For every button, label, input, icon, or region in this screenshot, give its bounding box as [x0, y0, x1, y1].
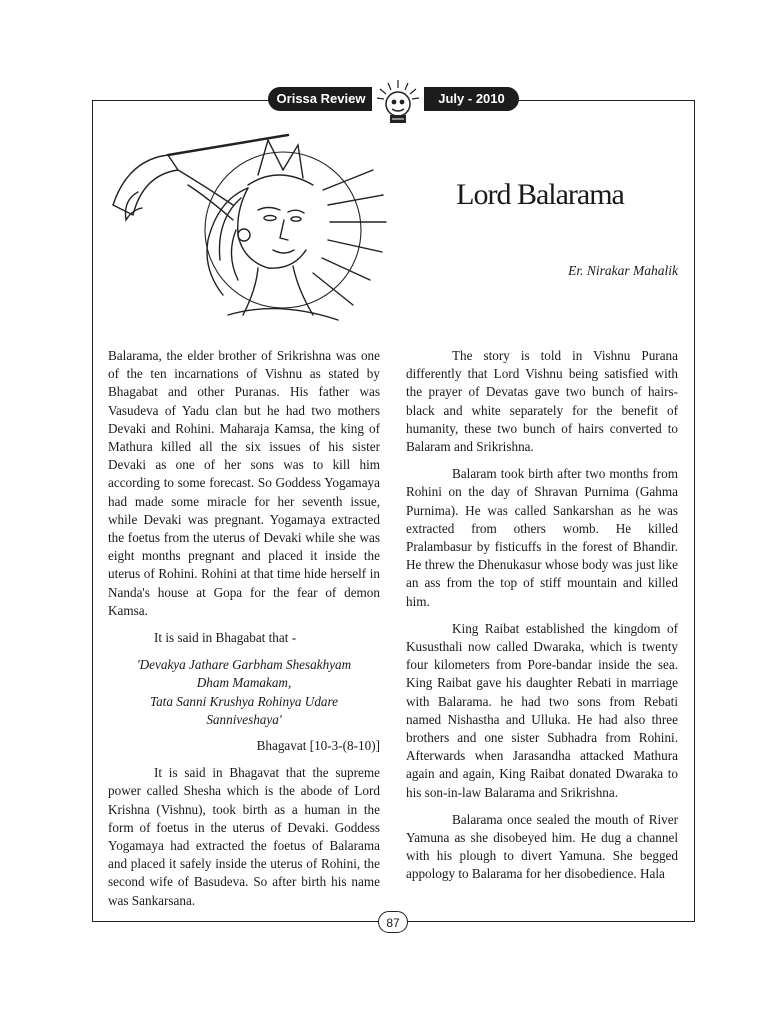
right-paragraph-4: Balarama once sealed the mouth of River Yamuna as she disobeyed him. He dug a channel with his plough to divert Yamuna. She begged appology to Balarama for her disobedience. Hala	[406, 811, 678, 882]
sanskrit-verse	[108, 656, 380, 729]
right-column	[406, 347, 678, 893]
article-title: Lord Balarama	[456, 178, 624, 211]
left-paragraph-2: It is said in Bhagabat that -	[154, 630, 297, 646]
page-number: 87	[378, 911, 408, 933]
balarama-illustration	[108, 130, 390, 325]
verse-line: Dham Mamakam,	[196, 675, 292, 691]
left-paragraph-3: It is said in Bhagavat that the supreme power called Shesha which is the abode of Lord Krishna (Vishnu), took birth as a human in the form of foetus in the uterus of Devaki. Goddess Yogamaya had extracted the foetus of Balarama and placed it safely inside the uterus of Rohini, the second wife of Basudeva. So after birth his name was Sankarsana.	[108, 765, 380, 908]
right-paragraph-1: The story is told in Vishnu Purana differently that Lord Vishnu being satisfied with the prayer of Devatas gave two bunch of hairs-black and white separately for the benefit of humanity, these two bunch of hairs converted to Balaram and Srikrishna.	[406, 348, 678, 455]
right-paragraph-2: Balaram took birth after two months from Rohini on the day of Shravan Purnima (Gahma Purnima). He was called Sankarshan as he was extracted from others womb. He killed Pralambasur by fisticuffs in the forest of Bhandir. He threw the Dhenukasur whose body was just like an ass from the top of stiff mountain and killed him.	[406, 466, 678, 609]
verse-line: 'Devakya Jathare Garbham Shesakhyam	[136, 657, 352, 673]
article-author: Er. Nirakar Mahalik	[568, 263, 678, 278]
right-paragraph-3: King Raibat established the kingdom of Kususthali now called Dwaraka, which is twenty four kilometers from Pore-bandar inside the sea. King Raibat gave his daughter Rebati in marriage with Balarama. he had two sons from Rebati named Nishastha and Ulluka. He had also three brothers and one sister Subhadra from Rohini. Afterwards when Jarasandha attacked Mathura again and again, King Raibat donated Dwaraka to his son-in-law Balarama and Srikrishna.	[406, 620, 678, 800]
verse-reference: Bhagavat [10-3-(8-10)]	[256, 738, 380, 754]
left-paragraph-1: Balarama, the elder brother of Srikrishna was one of the ten incarnations of Vishnu as stated by Bhagabat and other Puranas. His father was Vasudeva of Yadu clan but he had two mothers Devaki and Rohini. Maharaja Kamsa, the king of Mathura killed all the six issues of his sister Devaki as one of her sons was to kill him according to some forecast. So Goddess Yogamaya had made some miracle for her seventh issue, while Devaki was pregnant. Yogamaya extracted the foetus from the uterus of Devaki while she was eight months pregnant and placed it inside the uterus of Rohini. Rohini at that time hide herself in Nanda's house at Gopa for the fear of demon Kamsa.	[108, 348, 380, 618]
orissa-emblem-icon	[372, 78, 424, 126]
verse-line: Tata Sanni Krushya Rohinya Udare	[149, 693, 339, 709]
journal-name-badge: Orissa Review	[268, 87, 374, 111]
issue-date-badge: July - 2010	[424, 87, 519, 111]
verse-line: Sanniveshaya'	[206, 711, 282, 727]
left-column	[108, 347, 380, 919]
